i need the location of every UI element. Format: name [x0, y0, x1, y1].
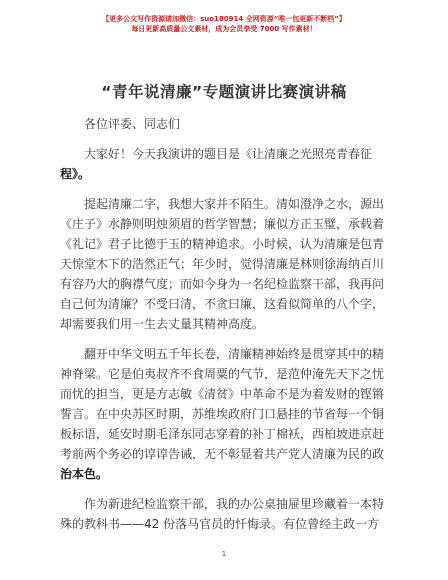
paragraph-line: 作为新进纪检监察干部，我的办公桌抽屉里珍藏着一本特 — [84, 497, 385, 511]
paragraph-line: 治本色。 — [60, 467, 109, 481]
paragraph-line: 《庄子》水静则明烛须眉的哲学智慧；廉似方正玉璧，承载着 — [60, 217, 385, 231]
promo-banner — [0, 14, 448, 34]
paragraph-line: 神脊梁。它是伯夷叔齐不食周粟的气节，是范仲淹先天下之忧 — [60, 367, 385, 381]
paragraph-1 — [60, 144, 400, 184]
promo-line-1: 【更多公文写作资源请加微信：suo180914 全网资源“唯一包更新不断档”】 — [102, 15, 346, 23]
paragraph-line: 提起清廉二字，我想大家并不陌生。清如澄净之水，源出 — [84, 197, 385, 211]
paragraph-line: 却需要我们用一生去丈量其精神高度。 — [60, 317, 265, 331]
paragraph-line: 程》。 — [60, 167, 91, 181]
promo-line-2: 每日更新高质量公文素材，成为会员享受 7000 写作素材！ — [131, 25, 317, 33]
paragraph-line: 大家好！今天我演讲的题目是《让清廉之光照亮青春征 — [84, 147, 373, 161]
paragraph-line: 而忧的担当，更是方志敏《清贫》中革命不是为着发财的铿锵 — [60, 387, 385, 401]
greeting: 各位评委、同志们 — [84, 117, 181, 131]
document-title: “青年说清廉”专题演讲比赛演讲稿 — [101, 83, 347, 101]
paragraph-line: 天惊堂木下的浩然正气；年少时，觉得清廉是林则徐海纳百川 — [60, 257, 385, 271]
paragraph-line: 殊的教科书——42 份落马官员的忏悔录。有位曾经主政一方 — [60, 517, 380, 531]
document-body — [60, 114, 400, 534]
paragraph-line: 考前两个务必的谆谆告诫，无不彰显着共产党人清廉为民的政 — [60, 447, 385, 461]
paragraph-4 — [60, 494, 400, 534]
paragraph-line: 《礼记》君子比德于玉的精神追求。小时候，认为清廉是包青 — [60, 237, 385, 251]
paragraph-3 — [60, 344, 400, 484]
paragraph-line: 翻开中华文明五千年长卷，清廉精神始终是贯穿其中的精 — [84, 347, 385, 361]
paragraph-line: 板标语，延安时期毛泽东同志穿着的补丁棉袄，西柏坡进京赶 — [60, 427, 385, 441]
paragraph-line: 有容乃大的胸襟气度；而如今身为一名纪检监察干部，我再问 — [60, 277, 385, 291]
paragraph-2 — [60, 194, 400, 334]
paragraph-line: 自己何为清廉？不受曰清，不贪曰廉，这看似简单的八个字， — [60, 297, 385, 311]
page-number: 1 — [221, 550, 227, 558]
paragraph-line: 誓言。在中央苏区时期，苏维埃政府门口悬挂的节省每一个铜 — [60, 407, 385, 421]
